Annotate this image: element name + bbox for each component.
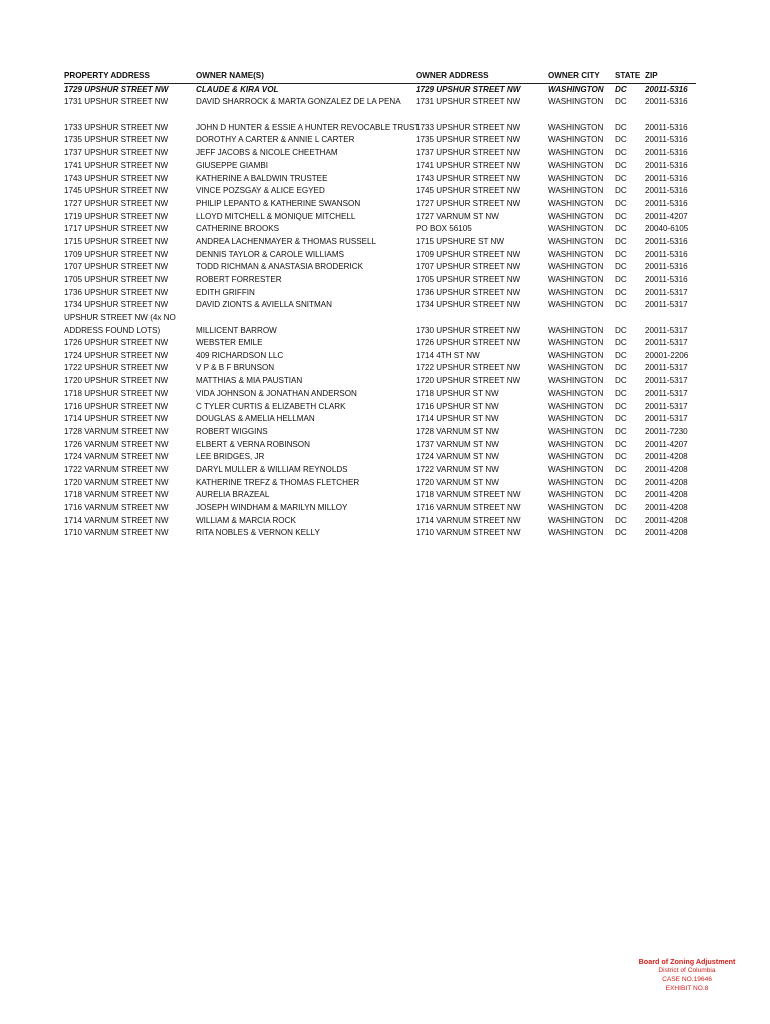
cell-state: DC bbox=[615, 490, 627, 500]
table-row bbox=[64, 287, 696, 300]
cell-city: WASHINGTON bbox=[548, 173, 604, 183]
cell-state: DC bbox=[615, 287, 627, 297]
cell-zip: 20011-5317 bbox=[645, 376, 688, 386]
cell-city: WASHINGTON bbox=[548, 275, 604, 284]
cell-owner: DOUGLAS & AMELIA HELLMAN bbox=[196, 414, 315, 424]
table-row bbox=[64, 451, 696, 464]
cell-city: WASHINGTON bbox=[548, 224, 604, 234]
cell-state: DC bbox=[615, 84, 627, 94]
cell-state: DC bbox=[615, 464, 627, 474]
cell-zip: 20011-5317 bbox=[645, 363, 688, 373]
cell-zip: 20011-4208 bbox=[645, 452, 688, 462]
cell-city: WASHINGTON bbox=[548, 236, 604, 246]
table-row bbox=[64, 413, 696, 426]
cell-zip: 20011-5316 bbox=[645, 186, 688, 196]
cell-owner-address: 1714 VARNUM STREET NW bbox=[416, 515, 521, 525]
cell-owner: GIUSEPPE GIAMBI bbox=[196, 160, 268, 170]
cell-zip: 20011-5316 bbox=[645, 275, 688, 284]
cell-zip: 20011-4208 bbox=[645, 464, 688, 474]
table-row bbox=[64, 96, 696, 109]
cell-zip: 20040-6105 bbox=[645, 224, 689, 234]
cell-city: WASHINGTON bbox=[548, 363, 604, 373]
cell-owner-address: 1716 VARNUM STREET NW bbox=[416, 503, 521, 512]
table-row bbox=[64, 489, 696, 502]
table-row bbox=[64, 211, 696, 224]
cell-city: WASHINGTON bbox=[548, 401, 604, 411]
cell-property: 1743 UPSHUR STREET NW bbox=[64, 173, 169, 183]
owner-list-table bbox=[64, 70, 696, 540]
cell-owner-address: 1730 UPSHUR STREET NW bbox=[416, 325, 521, 335]
table-row bbox=[64, 502, 696, 515]
cell-state: DC bbox=[615, 350, 627, 360]
table-row bbox=[64, 464, 696, 477]
cell-state: DC bbox=[615, 135, 627, 145]
cell-owner: JOHN D HUNTER & ESSIE A HUNTER REVOCABLE TRUST bbox=[196, 122, 420, 132]
cell-owner: C TYLER CURTIS & ELIZABETH CLARK bbox=[196, 401, 346, 411]
stamp-line-board: Board of Zoning Adjustment bbox=[638, 957, 736, 966]
cell-owner: KATHERINE A BALDWIN TRUSTEE bbox=[196, 173, 328, 183]
cell-city: WASHINGTON bbox=[548, 262, 604, 272]
table-row bbox=[64, 362, 696, 375]
cell-property: 1718 VARNUM STREET NW bbox=[64, 490, 169, 500]
cell-state: DC bbox=[615, 503, 627, 512]
header-owner-address: OWNER ADDRESS bbox=[416, 71, 489, 80]
cell-city: WASHINGTON bbox=[548, 287, 604, 297]
cell-owner-address: 1709 UPSHUR STREET NW bbox=[416, 249, 521, 259]
cell-state: DC bbox=[615, 97, 627, 107]
cell-property: 1720 VARNUM STREET NW bbox=[64, 477, 169, 487]
cell-city: WASHINGTON bbox=[548, 186, 604, 196]
cell-property: 1709 UPSHUR STREET NW bbox=[64, 249, 169, 259]
cell-owner-address: 1715 UPSHURE ST NW bbox=[416, 236, 505, 246]
cell-owner: DAVID SHARROCK & MARTA GONZALEZ DE LA PENA bbox=[196, 97, 401, 107]
cell-city: WASHINGTON bbox=[548, 426, 604, 436]
cell-zip: 20011-5316 bbox=[645, 236, 688, 246]
cell-property: 1705 UPSHUR STREET NW bbox=[64, 275, 169, 284]
cell-property: 1741 UPSHUR STREET NW bbox=[64, 160, 169, 170]
header-state: STATE bbox=[615, 71, 641, 80]
cell-owner-address: 1720 VARNUM ST NW bbox=[416, 477, 499, 487]
cell-owner-address: 1707 UPSHUR STREET NW bbox=[416, 262, 521, 272]
cell-owner: MATTHIAS & MIA PAUSTIAN bbox=[196, 376, 303, 386]
cell-owner-address: 1727 UPSHUR STREET NW bbox=[416, 198, 521, 208]
table-row bbox=[64, 223, 696, 236]
cell-owner-address: 1734 UPSHUR STREET NW bbox=[416, 300, 521, 310]
cell-city: WASHINGTON bbox=[548, 148, 604, 158]
cell-owner: 409 RICHARDSON LLC bbox=[196, 350, 284, 360]
cell-property: 1722 UPSHUR STREET NW bbox=[64, 363, 169, 373]
cell-zip: 20011-5316 bbox=[645, 173, 688, 183]
cell-zip: 20001-2206 bbox=[645, 350, 689, 360]
cell-property: 1737 UPSHUR STREET NW bbox=[64, 148, 169, 158]
table-row bbox=[64, 236, 696, 249]
cell-zip: 20011-4208 bbox=[645, 515, 688, 525]
cell-owner-address: 1737 VARNUM ST NW bbox=[416, 439, 499, 449]
cell-owner-address: 1728 VARNUM ST NW bbox=[416, 426, 499, 436]
table-row bbox=[64, 388, 696, 401]
stamp-line-exhibit: EXHIBIT NO.8 bbox=[665, 985, 709, 992]
cell-city: WASHINGTON bbox=[548, 350, 604, 360]
table-row bbox=[64, 147, 696, 160]
cell-owner: JOSEPH WINDHAM & MARILYN MILLOY bbox=[196, 503, 348, 512]
cell-zip: 20011-4207 bbox=[645, 211, 688, 221]
cell-state: DC bbox=[615, 236, 627, 246]
header-owner-city: OWNER CITY bbox=[548, 71, 600, 80]
cell-property: 1733 UPSHUR STREET NW bbox=[64, 122, 169, 132]
cell-state: DC bbox=[615, 160, 627, 170]
cell-city: WASHINGTON bbox=[548, 528, 604, 538]
table-row bbox=[64, 515, 696, 528]
cell-owner: LEE BRIDGES, JR bbox=[196, 452, 265, 462]
cell-state: DC bbox=[615, 414, 627, 424]
header-property-address: PROPERTY ADDRESS bbox=[64, 71, 150, 80]
cell-zip: 20011-5316 bbox=[645, 262, 688, 272]
cell-property: 1731 UPSHUR STREET NW bbox=[64, 97, 169, 107]
table-row bbox=[64, 350, 696, 363]
cell-zip: 20011-4207 bbox=[645, 439, 688, 449]
cell-city: WASHINGTON bbox=[548, 198, 604, 208]
table-row bbox=[64, 426, 696, 439]
cell-owner-address: 1741 UPSHUR STREET NW bbox=[416, 160, 521, 170]
cell-state: DC bbox=[615, 249, 627, 259]
cell-property: 1718 UPSHUR STREET NW bbox=[64, 388, 169, 398]
table-row bbox=[64, 312, 696, 337]
cell-state: DC bbox=[615, 122, 627, 132]
cell-state: DC bbox=[615, 148, 627, 158]
table-body bbox=[64, 96, 696, 540]
cell-owner-address: 1743 UPSHUR STREET NW bbox=[416, 173, 521, 183]
cell-zip: 20011-5317 bbox=[645, 414, 688, 424]
cell-zip: 20011-5317 bbox=[645, 388, 688, 398]
table-row bbox=[64, 198, 696, 211]
cell-zip: 20011-7230 bbox=[645, 426, 688, 436]
cell-city: WASHINGTON bbox=[548, 515, 604, 525]
cell-owner-address: 1727 VARNUM ST NW bbox=[416, 211, 499, 221]
cell-property: 1722 VARNUM STREET NW bbox=[64, 464, 169, 474]
cell-owner: EDITH GRIFFIN bbox=[196, 287, 255, 297]
cell-owner: ROBERT FORRESTER bbox=[196, 275, 282, 284]
table-row bbox=[64, 185, 696, 198]
cell-city: WASHINGTON bbox=[548, 376, 604, 386]
cell-owner: MILLICENT BARROW bbox=[196, 325, 277, 335]
cell-property: 1735 UPSHUR STREET NW bbox=[64, 135, 169, 145]
cell-state: DC bbox=[615, 528, 627, 538]
cell-owner: WILLIAM & MARCIA ROCK bbox=[196, 515, 296, 525]
cell-state: DC bbox=[615, 338, 627, 348]
stamp-line-case: CASE NO.19646 bbox=[662, 976, 712, 983]
cell-zip: 20011-5316 bbox=[645, 160, 688, 170]
table-row bbox=[64, 160, 696, 173]
table-row bbox=[64, 173, 696, 186]
cell-state: DC bbox=[615, 173, 627, 183]
cell-property: 1719 UPSHUR STREET NW bbox=[64, 211, 169, 221]
cell-owner: KATHERINE TREFZ & THOMAS FLETCHER bbox=[196, 477, 360, 487]
cell-owner: V P & B F BRUNSON bbox=[196, 363, 275, 373]
cell-state: DC bbox=[615, 515, 627, 525]
cell-owner: ELBERT & VERNA ROBINSON bbox=[196, 439, 310, 449]
cell-city: WASHINGTON bbox=[548, 211, 604, 221]
table-row bbox=[64, 122, 696, 135]
cell-property: 1726 VARNUM STREET NW bbox=[64, 439, 169, 449]
cell-owner: CLAUDE & KIRA VOL bbox=[196, 84, 279, 94]
cell-zip: 20011-5316 bbox=[645, 97, 688, 107]
cell-state: DC bbox=[615, 211, 627, 221]
cell-property: 1715 UPSHUR STREET NW bbox=[64, 236, 169, 246]
cell-state: DC bbox=[615, 325, 627, 335]
cell-state: DC bbox=[615, 275, 627, 284]
cell-owner: ANDREA LACHENMAYER & THOMAS RUSSELL bbox=[196, 236, 377, 246]
exhibit-stamp bbox=[612, 957, 762, 993]
cell-zip: 20011-4208 bbox=[645, 477, 688, 487]
cell-property: 1714 VARNUM STREET NW bbox=[64, 515, 169, 525]
cell-zip: 20011-5316 bbox=[645, 148, 688, 158]
cell-zip: 20011-5317 bbox=[645, 338, 688, 348]
cell-owner-address: 1722 UPSHUR STREET NW bbox=[416, 363, 521, 373]
header-zip: ZIP bbox=[645, 71, 658, 80]
cell-state: DC bbox=[615, 363, 627, 373]
cell-city: WASHINGTON bbox=[548, 338, 604, 348]
cell-owner-address: 1731 UPSHUR STREET NW bbox=[416, 97, 521, 107]
cell-zip: 20011-5316 bbox=[645, 122, 688, 132]
cell-owner-address: 1726 UPSHUR STREET NW bbox=[416, 338, 521, 348]
cell-city: WASHINGTON bbox=[548, 122, 604, 132]
cell-property: UPSHUR STREET NW (4x NO ADDRESS FOUND LOTS) bbox=[64, 313, 176, 335]
cell-zip: 20011-5317 bbox=[645, 287, 688, 297]
cell-zip: 20011-5317 bbox=[645, 325, 688, 335]
cell-owner-address: 1705 UPSHUR STREET NW bbox=[416, 275, 521, 284]
cell-owner: JEFF JACOBS & NICOLE CHEETHAM bbox=[196, 148, 338, 158]
cell-city: WASHINGTON bbox=[548, 135, 604, 145]
cell-city: WASHINGTON bbox=[548, 439, 604, 449]
table-row bbox=[64, 337, 696, 350]
cell-owner-address: 1737 UPSHUR STREET NW bbox=[416, 148, 521, 158]
cell-owner: CATHERINE BROOKS bbox=[196, 224, 280, 234]
cell-city: WASHINGTON bbox=[548, 97, 604, 107]
cell-city: WASHINGTON bbox=[548, 84, 604, 94]
cell-owner-address: 1724 VARNUM ST NW bbox=[416, 452, 499, 462]
header-owner-names: OWNER NAME(S) bbox=[196, 71, 264, 80]
cell-city: WASHINGTON bbox=[548, 490, 604, 500]
table-row bbox=[64, 134, 696, 147]
cell-state: DC bbox=[615, 388, 627, 398]
cell-zip: 20011-5316 bbox=[645, 135, 688, 145]
cell-property: 1714 UPSHUR STREET NW bbox=[64, 414, 169, 424]
table-row bbox=[64, 299, 696, 312]
cell-city: WASHINGTON bbox=[548, 249, 604, 259]
cell-owner: WEBSTER EMILE bbox=[196, 338, 263, 348]
cell-owner: DOROTHY A CARTER & ANNIE L CARTER bbox=[196, 135, 355, 145]
cell-state: DC bbox=[615, 452, 627, 462]
cell-state: DC bbox=[615, 224, 627, 234]
cell-property: 1716 VARNUM STREET NW bbox=[64, 503, 169, 512]
cell-owner-address: 1718 VARNUM STREET NW bbox=[416, 490, 521, 500]
cell-state: DC bbox=[615, 439, 627, 449]
cell-city: WASHINGTON bbox=[548, 325, 604, 335]
cell-state: DC bbox=[615, 300, 627, 310]
cell-property: 1724 VARNUM STREET NW bbox=[64, 452, 169, 462]
cell-zip: 20011-5316 bbox=[645, 84, 688, 94]
cell-owner: PHILIP LEPANTO & KATHERINE SWANSON bbox=[196, 198, 361, 208]
subject-property-row bbox=[64, 84, 696, 97]
cell-owner-address: 1736 UPSHUR STREET NW bbox=[416, 287, 521, 297]
cell-owner: DENNIS TAYLOR & CAROLE WILLIAMS bbox=[196, 249, 344, 259]
cell-city: WASHINGTON bbox=[548, 477, 604, 487]
cell-owner: ROBERT WIGGINS bbox=[196, 426, 268, 436]
cell-zip: 20011-5316 bbox=[645, 249, 688, 259]
cell-owner: DARYL MULLER & WILLIAM REYNOLDS bbox=[196, 464, 348, 474]
cell-state: DC bbox=[615, 376, 627, 386]
cell-zip: 20011-4208 bbox=[645, 503, 688, 512]
cell-property: 1726 UPSHUR STREET NW bbox=[64, 338, 169, 348]
table-header bbox=[64, 70, 696, 84]
table-row bbox=[64, 375, 696, 388]
cell-state: DC bbox=[615, 262, 627, 272]
cell-state: DC bbox=[615, 401, 627, 411]
cell-zip: 20011-5317 bbox=[645, 300, 688, 310]
cell-owner-address: 1722 VARNUM ST NW bbox=[416, 464, 499, 474]
cell-owner-address: 1716 UPSHUR ST NW bbox=[416, 401, 499, 411]
cell-state: DC bbox=[615, 186, 627, 196]
cell-state: DC bbox=[615, 426, 627, 436]
cell-owner-address: 1710 VARNUM STREET NW bbox=[416, 528, 521, 538]
cell-city: WASHINGTON bbox=[548, 503, 604, 512]
cell-owner-address: 1714 UPSHUR ST NW bbox=[416, 414, 499, 424]
table-row bbox=[64, 274, 696, 287]
cell-owner: LLOYD MITCHELL & MONIQUE MITCHELL bbox=[196, 211, 356, 221]
stamp-line-district: District of Columbia bbox=[658, 967, 716, 974]
row-spacer bbox=[64, 109, 696, 122]
cell-owner: TODD RICHMAN & ANASTASIA BRODERICK bbox=[196, 262, 363, 272]
cell-city: WASHINGTON bbox=[548, 464, 604, 474]
cell-owner: RITA NOBLES & VERNON KELLY bbox=[196, 528, 320, 538]
table-row bbox=[64, 439, 696, 452]
cell-zip: 20011-4208 bbox=[645, 490, 688, 500]
cell-property: 1717 UPSHUR STREET NW bbox=[64, 224, 169, 234]
cell-zip: 20011-4208 bbox=[645, 528, 688, 538]
cell-owner: VIDA JOHNSON & JONATHAN ANDERSON bbox=[196, 388, 357, 398]
cell-owner-address: 1720 UPSHUR STREET NW bbox=[416, 376, 521, 386]
cell-owner-address: PO BOX 56105 bbox=[416, 224, 472, 234]
cell-property: 1716 UPSHUR STREET NW bbox=[64, 401, 169, 411]
cell-owner-address: 1714 4TH ST NW bbox=[416, 350, 480, 360]
cell-owner: AURELIA BRAZEAL bbox=[196, 490, 270, 500]
cell-city: WASHINGTON bbox=[548, 414, 604, 424]
cell-property: 1736 UPSHUR STREET NW bbox=[64, 287, 169, 297]
cell-property: 1728 VARNUM STREET NW bbox=[64, 426, 169, 436]
cell-owner-address: 1718 UPSHUR ST NW bbox=[416, 388, 499, 398]
cell-city: WASHINGTON bbox=[548, 388, 604, 398]
cell-city: WASHINGTON bbox=[548, 452, 604, 462]
cell-owner: VINCE POZSGAY & ALICE EGYED bbox=[196, 186, 325, 196]
cell-property: 1710 VARNUM STREET NW bbox=[64, 528, 169, 538]
table-row bbox=[64, 401, 696, 414]
cell-owner-address: 1745 UPSHUR STREET NW bbox=[416, 186, 521, 196]
cell-city: WASHINGTON bbox=[548, 300, 604, 310]
cell-property: 1727 UPSHUR STREET NW bbox=[64, 198, 169, 208]
cell-owner: DAVID ZIONTS & AVIELLA SNITMAN bbox=[196, 300, 332, 310]
cell-state: DC bbox=[615, 198, 627, 208]
table-row bbox=[64, 249, 696, 262]
table-row bbox=[64, 477, 696, 490]
cell-property: 1707 UPSHUR STREET NW bbox=[64, 262, 169, 272]
table-row bbox=[64, 527, 696, 540]
cell-zip: 20011-5316 bbox=[645, 198, 688, 208]
cell-property: 1724 UPSHUR STREET NW bbox=[64, 350, 169, 360]
table-row bbox=[64, 261, 696, 274]
cell-state: DC bbox=[615, 477, 627, 487]
cell-owner-address: 1733 UPSHUR STREET NW bbox=[416, 122, 521, 132]
cell-property: 1720 UPSHUR STREET NW bbox=[64, 376, 169, 386]
cell-zip: 20011-5317 bbox=[645, 401, 688, 411]
cell-property: 1729 UPSHUR STREET NW bbox=[64, 84, 169, 94]
cell-owner-address: 1735 UPSHUR STREET NW bbox=[416, 135, 521, 145]
cell-property: 1745 UPSHUR STREET NW bbox=[64, 186, 169, 196]
cell-city: WASHINGTON bbox=[548, 160, 604, 170]
cell-owner-address: 1729 UPSHUR STREET NW bbox=[416, 84, 521, 94]
cell-property: 1734 UPSHUR STREET NW bbox=[64, 300, 169, 310]
